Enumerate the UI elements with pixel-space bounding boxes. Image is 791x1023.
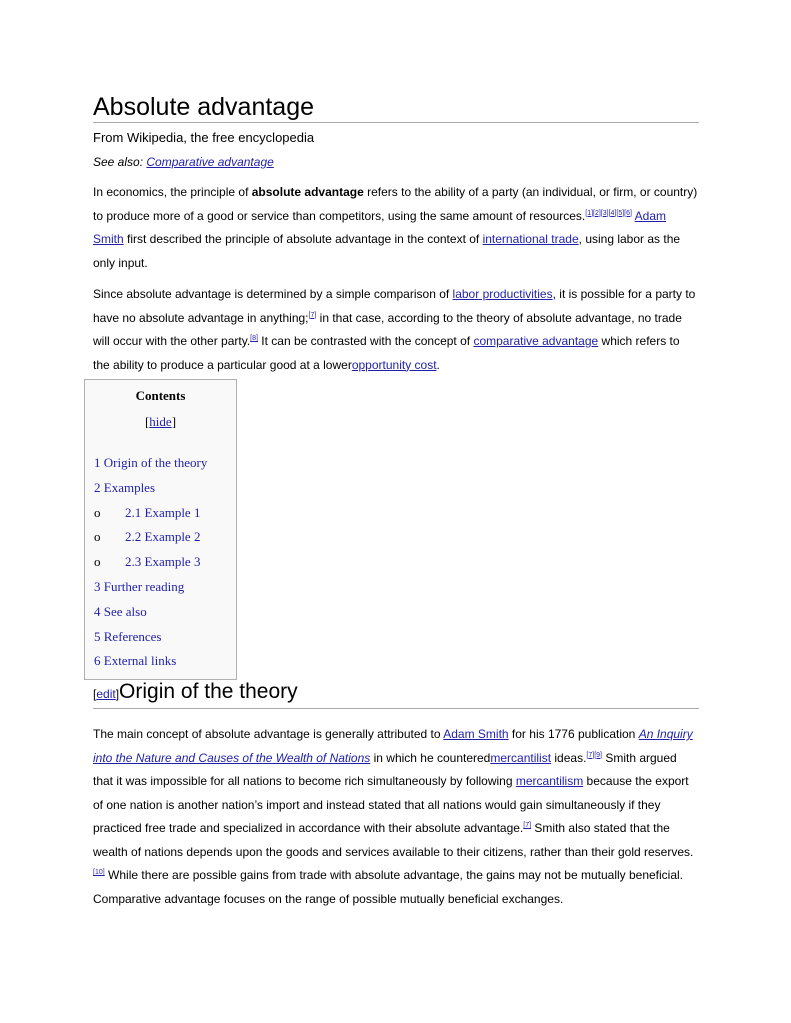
text-run: in which he countered: [370, 750, 491, 765]
citation-link[interactable]: [7]: [523, 822, 532, 829]
text-run: While there are possible gains from trade with absolute advantage, the gains may not be mutually beneficial. Comparative advantage focuses on the range of possible mutually beneficial exchanges.: [93, 868, 684, 906]
table-of-contents: [84, 379, 237, 680]
bracket: ]: [171, 414, 177, 429]
text-run: .: [436, 357, 440, 372]
see-also-link[interactable]: Comparative advantage: [146, 155, 274, 169]
toc-hide-link[interactable]: hide: [149, 414, 172, 429]
toc-item-further-reading[interactable]: 3 Further reading: [94, 579, 185, 594]
text-run: for his 1776 publication: [508, 727, 639, 741]
bullet-icon: o: [94, 554, 101, 569]
citation-link[interactable]: [7]: [308, 311, 317, 319]
text-run: Since absolute advantage is determined by a simple comparison of: [93, 287, 453, 301]
tagline: From Wikipedia, the free encyclopedia: [93, 130, 315, 145]
text-run: because the export of one nation is another nation’s import and instead stated that all nations would gain simultaneously if they practiced free trade and specialized in accordance with their absolute advantage.: [93, 774, 689, 835]
intro-paragraph-1: [93, 181, 699, 275]
link-comparative-advantage[interactable]: comparative advantage: [473, 334, 599, 348]
text-run: ideas.: [551, 750, 587, 765]
bracket: [: [144, 414, 150, 429]
edit-link[interactable]: edit: [96, 687, 116, 701]
section-heading-text: Origin of the theory: [119, 680, 298, 703]
text-run: The main concept of absolute advantage is generally attributed to: [93, 727, 444, 741]
text-run: , it is possible for a party to have no absolute advantage in anything;: [93, 287, 696, 325]
citation-link[interactable]: [8]: [250, 335, 258, 342]
text-run: which refers to the ability to produce a particular good at a lower: [93, 334, 680, 372]
citation-link[interactable]: [7][9]: [586, 751, 602, 759]
link-mercantilism[interactable]: mercantilism: [515, 774, 584, 788]
link-adam-smith[interactable]: Adam Smith: [93, 208, 666, 246]
text-run: in that case, according to the theory of absolute advantage, no trade will occur with the other party.: [93, 310, 682, 348]
link-opportunity-cost[interactable]: opportunity cost: [351, 357, 437, 372]
citation-link[interactable]: [1][2][3][4][5][6]: [585, 209, 632, 217]
edit-section: [93, 687, 119, 701]
bracket: ]: [115, 687, 120, 701]
bullet-icon: o: [94, 505, 101, 520]
toc-item-external-links[interactable]: 6 External links: [94, 653, 177, 668]
toc-title: Contents: [135, 388, 186, 403]
origin-paragraph: [93, 723, 699, 911]
link-adam-smith[interactable]: Adam Smith: [443, 727, 509, 741]
toc-item-example-3[interactable]: 2.3 Example 3: [125, 554, 201, 569]
text-run: Smith also stated that the wealth of nations depends upon the goods and services available to their citizens, rather than their gold reserves.: [93, 821, 694, 859]
page-title: Absolute advantage: [93, 92, 699, 123]
toc-item-example-2[interactable]: 2.2 Example 2: [125, 529, 201, 544]
text-run: first described the principle of absolute advantage in the context of: [123, 232, 483, 246]
intro-paragraph-2: [93, 283, 699, 377]
toc-item-references[interactable]: 5 References: [94, 629, 162, 644]
text-run: Smith argued that it was impossible for all nations to become rich simultaneously by following: [93, 750, 677, 788]
text-run: , using labor as the only input.: [93, 232, 681, 270]
see-also-prefix: See also:: [93, 155, 147, 169]
bullet-icon: o: [94, 529, 101, 544]
link-wealth-of-nations[interactable]: An Inquiry into the Nature and Causes of the Wealth of Nations: [93, 727, 693, 765]
toc-item-see-also[interactable]: 4 See also: [94, 604, 147, 619]
citation-link[interactable]: [10]: [93, 869, 105, 876]
see-also-note: [93, 155, 274, 169]
text-run: It can be contrasted with the concept of: [257, 334, 474, 348]
link-labor-productivities[interactable]: labor productivities: [452, 287, 553, 301]
bracket: [: [93, 687, 97, 701]
section-heading-origin: [93, 680, 699, 709]
toc-hide-toggle: [85, 414, 236, 430]
link-mercantilist[interactable]: mercantilist: [490, 750, 552, 765]
text-run: In economics, the principle of: [93, 185, 252, 199]
toc-item-examples[interactable]: 2 Examples: [94, 480, 156, 495]
text-run: refers to the ability of a party (an individual, or firm, or country) to produce more of a good or service than competitors, using the same amount of resources.: [93, 185, 698, 223]
toc-item-origin[interactable]: 1 Origin of the theory: [94, 455, 208, 470]
toc-item-example-1[interactable]: 2.1 Example 1: [125, 505, 201, 520]
bold-term: absolute advantage: [251, 185, 364, 199]
link-international-trade[interactable]: international trade: [482, 232, 579, 246]
